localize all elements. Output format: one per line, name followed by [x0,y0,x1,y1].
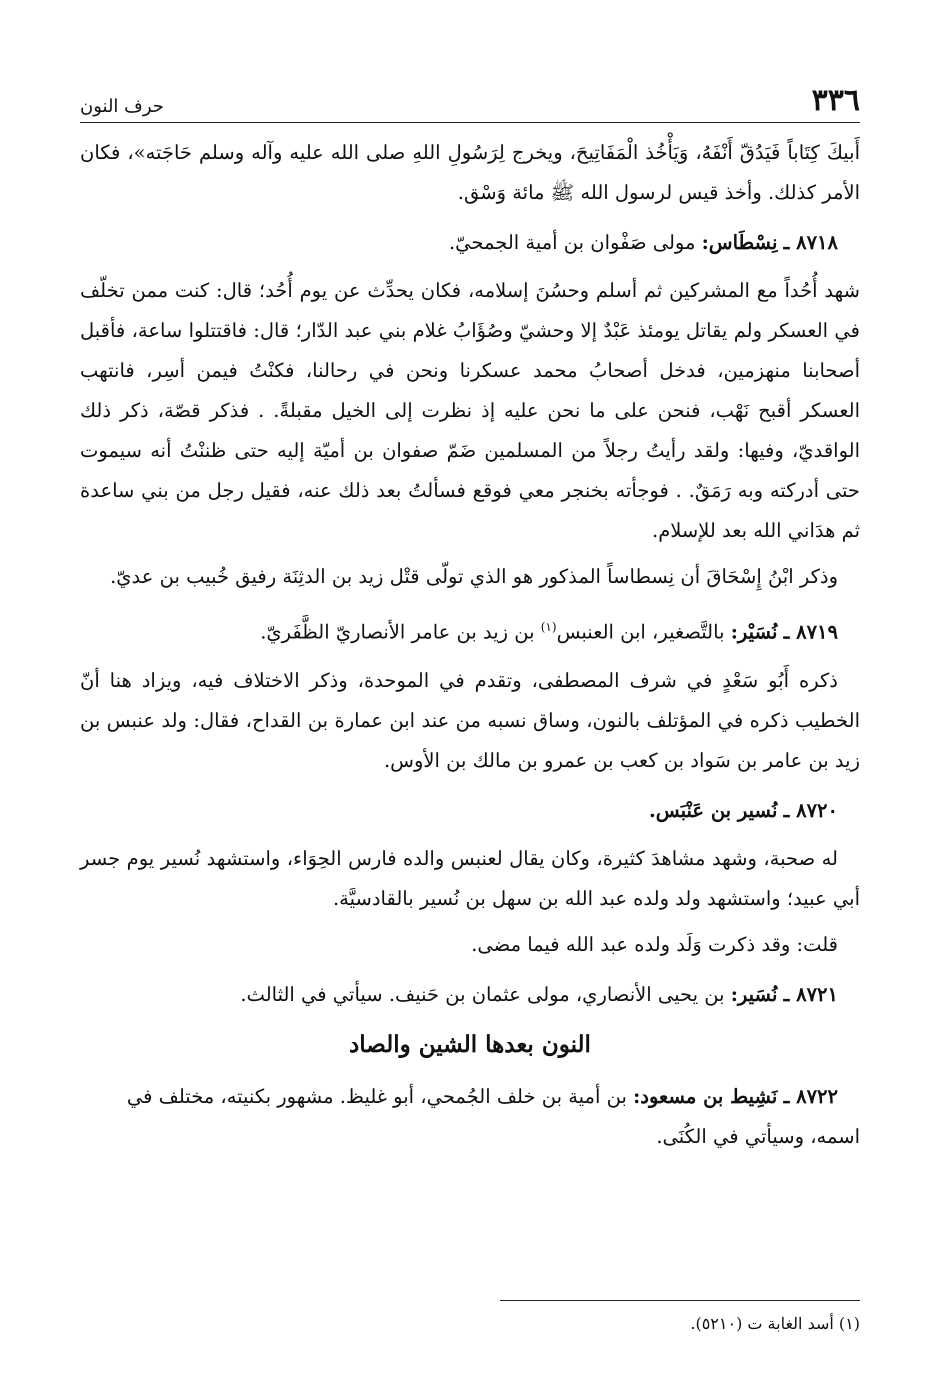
paragraph: شهد أُحُداً مع المشركين ثم أسلم وحسُنَ إسلامه، فكان يحدِّث عن يوم أُحُد؛ قال: كنت ممن تخلّف في العسكر ولم يقاتل يومئذ عَبْدٌ إلا وحشيّ وصُؤَابُ غلام بني عبد الدّار؛ قال: فاقتتلوا ساعة، فأقبل أصحابنا منهزمين، فدخل أصحابُ محمد عسكرنا ونحن في رحالنا، فكنْتُ فيمن أسِر، فانتهب العسكر أقبح نَهْب، فنحن على ما نحن عليه إذ نظرت إلى الخيل مقبلةً. . فذكر قصّة، ذكر ذلك الواقديّ، وفيها: ولقد رأيتُ رجلاً من المسلمين ضَمّ صفوان بن أميّة إليه حتى ظننْتُ أنه سيموت حتى أدركته وبه رَمَقٌ. . فوجأته بخنجر معي فوقع فسألتُ بعد ذلك عنه، فقيل رجل من بني ساعدة ثم هدَاني الله بعد للإسلام. [80,279,860,542]
page-header [80,78,860,123]
entry-number: ٨٧٢٠ ـ [783,798,838,822]
entry-number: ٨٧١٨ ـ [783,231,838,254]
entry-name: نِسْطَاس: [701,231,778,254]
entry-name: نُسير بن عَنْبَس. [649,798,778,822]
page-number: ٣٣٦ [811,83,860,118]
entry-number: ٨٧٢٢ ـ [783,1084,838,1108]
paragraph: له صحبة، وشهد مشاهدَ كثيرة، وكان يقال لعنبس والده فارس الحِوَاء، واستشهد نُسير يوم جسر أبي عبيد؛ واستشهد ولد ولده عبد الله بن سهل بن نُسير بالقادسيَّة. [80,846,860,910]
entry-text: بالتَّصغير، ابن العنبس [556,620,731,644]
paragraph: ذكره أَبُو سَعْدٍ في شرف المصطفى، وتقدم في الموحدة، وذكر الاختلاف فيه، ويزاد هنا أنّ الخطيب ذكره في المؤتلف بالنون، وساق نسبه من عند ابن عمارة بن القداح، فقال: ولد عنبس بن زيد بن عامر بن سَواد بن كعب بن عمرو بن مالك بن الأوس. [80,668,860,772]
entry-number: ٨٧١٩ ـ [783,620,838,644]
entry-text: بن زيد بن عامر الأنصاريّ الظَّفَريّ. [260,620,541,644]
footnote: (١) أسد الغابة ت (٥٢١٠). [690,1314,860,1333]
section-heading: النون بعدها الشين والصاد [349,1030,591,1058]
entry-text: بن أمية بن خلف الجُمحي، أبو غليظ. مشهور بكنيته، مختلف في اسمه، وسيأتي في الكُنَى. [126,1084,860,1148]
paragraph: أَبيكَ كِتَاباً فَيَدُقّ أَنْفَهُ، وَيَأْخُذ الْمَفَاتِيحَ، ويخرج لِرَسُولِ اللهِ صلى الله عليه وآله وسلم حَاجَته»، فكان الأمر كذلك. وأخذ قيس لرسول الله ﷺ مائة وَسْق. [80,141,860,204]
footnote-marker[interactable]: (١) [540,620,557,634]
paragraph: قلت: وقد ذكرت وَلَد ولده عبد الله فيما مضى. [471,932,838,956]
entry-name: نَشِيط بن مسعود: [633,1084,778,1108]
entry-8719 [80,607,860,653]
entry-8720 [80,791,860,831]
entry-number: ٨٧٢١ ـ [783,982,838,1006]
running-title: حرف النون [80,96,164,117]
entry-text: بن يحيى الأنصاري، مولى عثمان بن حَنيف. سيأتي في الثالث. [240,982,731,1006]
entry-text: مولى صَفْوان بن أمية الجمحيّ. [448,231,702,254]
entry-8721 [80,975,860,1015]
paragraph: وذكر ابْنُ إِسْحَاقَ أن نِسطاساً المذكور هو الذي تولّى قتْل زيد بن الدثِنَة رفيق خُبيب بن عديّ. [110,565,838,588]
entry-name: نُسَيْر: [730,620,778,644]
document-page [80,78,860,1333]
entry-name: نُسَير: [730,982,778,1006]
entry-8722 [80,1077,860,1157]
footnote-divider [500,1300,860,1301]
page-body [80,133,860,1157]
entry-8718 [80,223,860,263]
